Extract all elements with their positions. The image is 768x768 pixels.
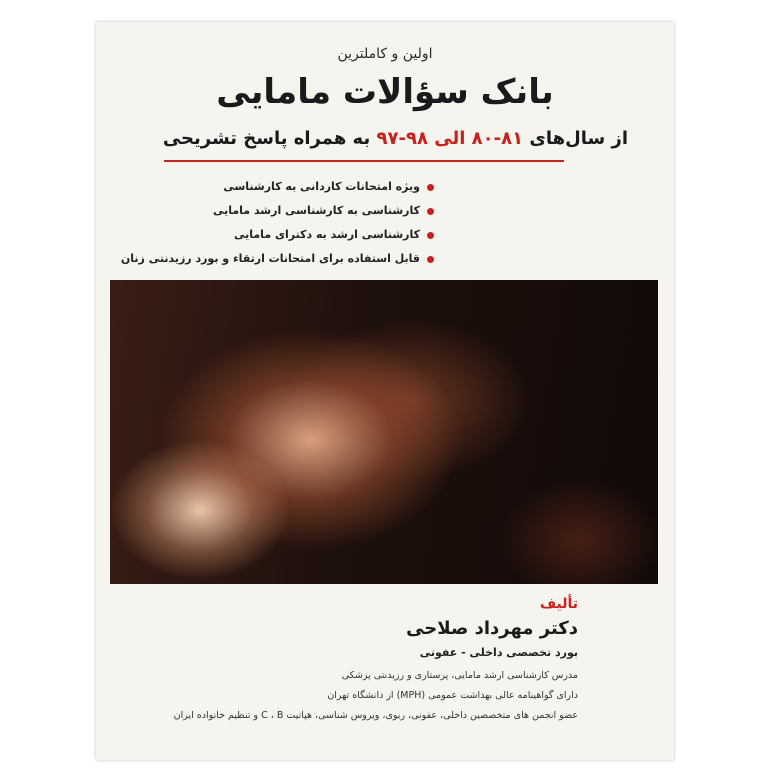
bullet-dot-icon: [427, 184, 434, 191]
subtitle-underline: [164, 160, 564, 162]
author-credential: مدرس کارشناسی ارشد مامایی، پرستاری و رزیدنتی پزشکی: [341, 670, 578, 681]
book-cover: [96, 22, 674, 760]
subtitle-years: ۸۱-۸۰ الی ۹۸-۹۷: [376, 128, 524, 149]
subtitle: [163, 128, 628, 149]
pre-title: اولین و کاملترین: [337, 46, 433, 62]
author-credential: بورد تخصصی داخلی - عفونی: [419, 646, 578, 659]
bullet-dot-icon: [427, 232, 434, 239]
feature-item: قابل استفاده برای امتحانات ارتقاء و بورد رزیدنتی زنان: [121, 252, 434, 276]
cover-photo: [110, 280, 658, 584]
subtitle-part2: به همراه پاسخ تشریحی: [162, 128, 377, 149]
author-credential: دارای گواهینامه عالی بهداشت عمومی (MPH) از دانشگاه تهران: [327, 690, 578, 701]
feature-item: کارشناسی ارشد به دکترای مامایی: [121, 228, 434, 252]
author-credential: عضو انجمن های متخصصین داخلی، عفونی، ریوی، ویروس شناسی، هپاتیت C ، B و تنظیم خانواده ایران: [173, 710, 578, 721]
feature-item: کارشناسی به کارشناسی ارشد مامایی: [121, 204, 434, 228]
bullet-dot-icon: [427, 208, 434, 215]
feature-list: [121, 180, 434, 276]
bullet-dot-icon: [427, 256, 434, 263]
author-name: دکتر مهرداد صلاحی: [406, 618, 578, 639]
feature-item: ویژه امتحانات کاردانی به کارشناسی: [121, 180, 434, 204]
subtitle-part1: از سال‌های: [523, 128, 628, 149]
author-label: تألیف: [539, 596, 578, 612]
book-title: بانک سؤالات مامایی: [216, 72, 554, 112]
